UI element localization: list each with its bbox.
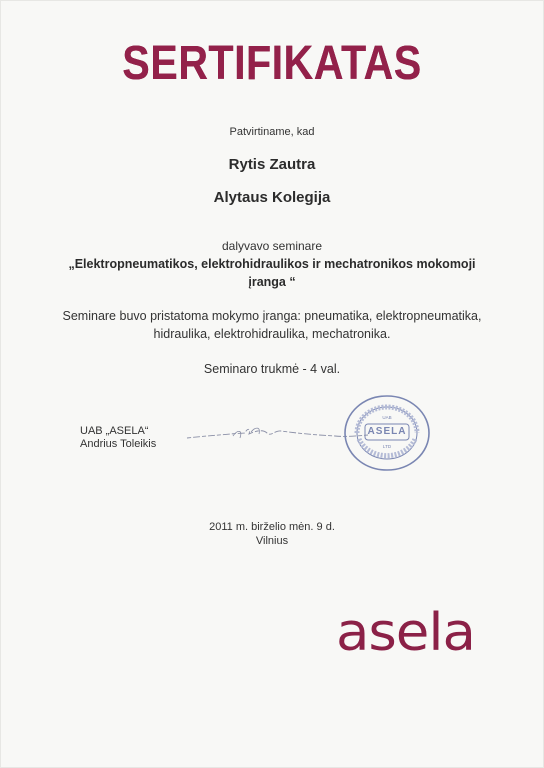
recipient-name: Rytis Zautra xyxy=(228,156,316,173)
issue-date: 2011 m. birželio mėn. 9 d. xyxy=(209,521,335,533)
confirm-text: Patvirtiname, kad xyxy=(229,126,315,138)
svg-text:LTD: LTD xyxy=(382,444,392,449)
description-line-2: hidraulika, elektrohidraulika, mechatronika. xyxy=(153,327,391,341)
stamp-label: ASELA xyxy=(367,426,407,437)
issue-city: Vilnius xyxy=(255,535,289,547)
signer-block xyxy=(80,425,156,451)
recipient-organization: Alytaus Kolegija xyxy=(213,189,331,206)
signer-company: UAB „ASELA“ xyxy=(80,425,149,437)
asela-logo: asela xyxy=(336,603,475,663)
svg-text:UAB: UAB xyxy=(382,415,392,420)
seminar-duration: Seminaro trukmė - 4 val. xyxy=(203,362,341,376)
company-stamp xyxy=(343,393,431,473)
seminar-title-line-2: įranga “ xyxy=(248,275,296,289)
seminar-title-line-1: „Elektropneumatikos, elektrohidraulikos ir mechatronikos mokomoji xyxy=(68,257,476,271)
description-line-1: Seminare buvo pristatoma mokymo įranga: pneumatika, elektropneumatika, xyxy=(62,309,482,323)
signer-name: Andrius Toleikis xyxy=(80,438,157,450)
certificate-title: SERTIFIKATAS xyxy=(122,37,422,90)
participated-text: dalyvavo seminare xyxy=(221,239,323,253)
